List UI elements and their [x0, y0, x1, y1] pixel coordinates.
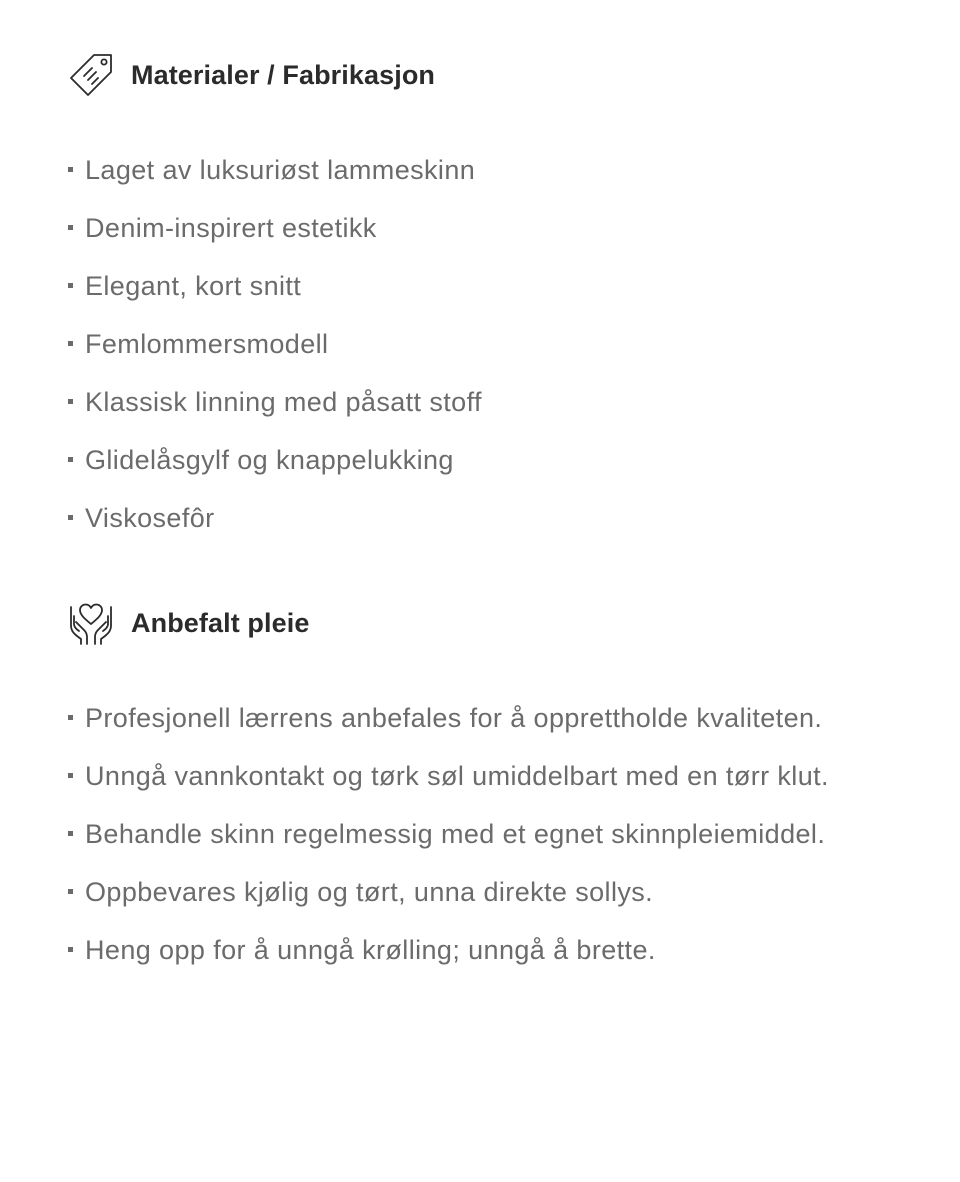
hands-heart-icon	[68, 600, 114, 646]
bullet-dot	[68, 167, 73, 172]
list-item-text: Femlommersmodell	[85, 329, 329, 359]
materials-header	[68, 52, 888, 98]
list-item	[68, 378, 888, 427]
bullet-dot	[68, 831, 73, 836]
care-list	[68, 694, 888, 975]
care-header	[68, 600, 888, 646]
care-title: Anbefalt pleie	[131, 607, 310, 638]
care-section	[68, 600, 888, 984]
list-item-text: Behandle skinn regelmessig med et egnet skinnpleiemiddel.	[85, 819, 826, 849]
list-item-text: Heng opp for å unngå krølling; unngå å brette.	[85, 935, 656, 965]
list-item-text: Glidelåsgylf og knappelukking	[85, 445, 454, 475]
bullet-dot	[68, 283, 73, 288]
list-item	[68, 810, 888, 859]
list-item	[68, 752, 888, 801]
list-item-text: Denim-inspirert estetikk	[85, 213, 377, 243]
list-item	[68, 146, 888, 195]
bullet-dot	[68, 341, 73, 346]
list-item	[68, 694, 888, 743]
bullet-dot	[68, 773, 73, 778]
list-item-text: Oppbevares kjølig og tørt, unna direkte sollys.	[85, 877, 654, 907]
bullet-dot	[68, 889, 73, 894]
bullet-dot	[68, 715, 73, 720]
materials-title: Materialer / Fabrikasjon	[131, 59, 436, 90]
bullet-dot	[68, 515, 73, 520]
list-item	[68, 320, 888, 369]
list-item-text: Profesjonell lærrens anbefales for å opprettholde kvaliteten.	[85, 703, 823, 733]
list-item	[68, 868, 888, 917]
bullet-dot	[68, 947, 73, 952]
list-item	[68, 494, 888, 543]
materials-section	[68, 52, 888, 552]
list-item-text: Elegant, kort snitt	[85, 271, 302, 301]
price-tag-icon	[68, 52, 114, 98]
list-item	[68, 436, 888, 485]
list-item-text: Unngå vannkontakt og tørk søl umiddelbart med en tørr klut.	[85, 761, 829, 791]
list-item-text: Klassisk linning med påsatt stoff	[85, 387, 482, 417]
list-item	[68, 926, 888, 975]
materials-list	[68, 146, 888, 543]
bullet-dot	[68, 225, 73, 230]
bullet-dot	[68, 457, 73, 462]
list-item-text: Viskosefôr	[85, 503, 215, 533]
bullet-dot	[68, 399, 73, 404]
list-item	[68, 204, 888, 253]
list-item-text: Laget av luksuriøst lammeskinn	[85, 155, 476, 185]
list-item	[68, 262, 888, 311]
